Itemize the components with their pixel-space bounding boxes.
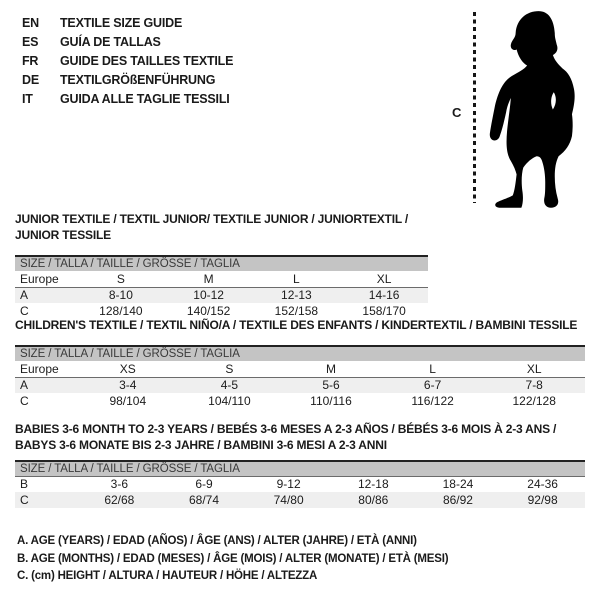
babies-title-line-1: BABIES 3-6 MONTH TO 2-3 YEARS / BEBÉS 3-6 MESES A 2-3 AÑOS / BÉBÉS 3-6 MOIS À 2-3 ANS / — [15, 422, 557, 436]
lang-label: GUIDE DES TAILLES TEXTILE — [60, 53, 234, 68]
size-cell: 140/152 — [186, 304, 231, 318]
size-cell: 110/116 — [310, 394, 352, 408]
row-label: A — [15, 287, 77, 303]
size-cell: 122/128 — [512, 394, 556, 408]
size-cell: 12-18 — [357, 477, 389, 492]
table-row — [15, 492, 585, 508]
table-row — [15, 393, 585, 409]
lang-code: IT — [22, 91, 33, 106]
europe-label: Europe — [15, 271, 77, 287]
row-label: C — [15, 492, 77, 508]
lang-row-de — [22, 70, 233, 89]
note-height-cm: C. (cm) HEIGHT / ALTURA / HAUTEUR / HÖHE / ALTEZZA — [17, 570, 318, 582]
junior-table-title: JUNIOR TEXTILE / TEXTIL JUNIOR/ TEXTILE JUNIOR / JUNIORTEXTIL / JUNIOR TESSILE — [15, 212, 409, 242]
row-label: C — [20, 394, 29, 408]
size-cell: 9-12 — [276, 477, 301, 492]
lang-code: FR — [22, 53, 39, 68]
size-cell: 74/80 — [246, 492, 331, 508]
size-cell: 116/122 — [411, 394, 454, 408]
children-table-title: CHILDREN'S TEXTILE / TEXTIL NIÑO/A / TEXTILE DES ENFANTS / KINDERTEXTIL / BAMBINI TESSILE — [15, 318, 578, 332]
note-age-years: A. AGE (YEARS) / EDAD (AÑOS) / ÂGE (ANS) / ALTER (JAHRE) / ETÀ (ANNI) — [17, 535, 417, 547]
size-cell: 3-6 — [110, 477, 128, 492]
babies-table-title — [15, 421, 585, 453]
height-dashed-line — [473, 12, 476, 203]
size-column-header: M — [280, 361, 382, 377]
size-cell: 6-7 — [382, 377, 484, 393]
children-textile-section — [15, 317, 585, 409]
lang-row-en — [22, 13, 233, 32]
size-cell: 80/86 — [331, 492, 416, 508]
footnotes — [17, 533, 448, 586]
junior-size-table — [15, 255, 428, 319]
size-header-label: SIZE / TALLA / TAILLE / GRÖSSE / TAGLIA — [15, 256, 428, 271]
lang-code: EN — [22, 15, 39, 30]
lang-label: TEXTILGRÖßENFÜHRUNG — [60, 72, 216, 87]
row-label: A — [15, 377, 77, 393]
size-cell: 10-12 — [165, 287, 253, 303]
size-cell: 8-10 — [77, 287, 165, 303]
lang-label: TEXTILE SIZE GUIDE — [60, 15, 183, 30]
table-row — [15, 476, 585, 492]
baby-silhouette-icon — [487, 7, 592, 210]
size-cell: 68/74 — [162, 492, 247, 508]
size-cell: 5-6 — [280, 377, 382, 393]
language-header — [22, 13, 233, 108]
size-column-header: XL — [340, 271, 428, 287]
babies-textile-section — [15, 421, 585, 508]
size-cell: 98/104 — [109, 394, 147, 408]
size-header-label: SIZE / TALLA / TAILLE / GRÖSSE / TAGLIA — [15, 461, 585, 476]
size-header-bar — [15, 346, 585, 361]
size-cell: 6-9 — [195, 477, 213, 492]
size-cell: 3-4 — [77, 377, 179, 393]
size-header-bar — [15, 461, 585, 476]
size-cell: 18-24 — [442, 477, 474, 492]
lang-code: ES — [22, 34, 39, 49]
size-header-label: SIZE / TALLA / TAILLE / GRÖSSE / TAGLIA — [15, 346, 585, 361]
europe-sizes-row — [15, 361, 585, 377]
europe-sizes-row — [15, 271, 428, 287]
size-column-header: L — [253, 271, 341, 287]
size-cell: 158/170 — [362, 304, 406, 318]
table-row — [15, 377, 585, 393]
row-label: C — [20, 304, 29, 318]
lang-code: DE — [22, 72, 39, 87]
size-cell: 152/158 — [274, 304, 319, 318]
size-header-bar — [15, 256, 428, 271]
size-cell: 104/110 — [208, 394, 251, 408]
table-row — [15, 287, 428, 303]
row-label: B — [20, 477, 29, 492]
europe-label: Europe — [15, 361, 77, 377]
note-age-months: B. AGE (MONTHS) / EDAD (MESES) / ÂGE (MOIS) / ALTER (MONATE) / ETÀ (MESI) — [17, 552, 449, 565]
size-column-header: S — [179, 361, 281, 377]
size-column-header: S — [77, 271, 165, 287]
size-cell: 14-16 — [340, 287, 428, 303]
size-cell: 24-36 — [527, 477, 558, 492]
size-column-header: M — [165, 271, 253, 287]
size-cell: 12-13 — [253, 287, 341, 303]
size-column-header: XL — [483, 361, 585, 377]
size-cell: 128/140 — [99, 304, 143, 318]
children-size-table — [15, 345, 585, 409]
lang-row-it — [22, 89, 233, 108]
size-cell: 92/98 — [500, 492, 585, 508]
size-cell: 4-5 — [179, 377, 281, 393]
size-column-header: L — [382, 361, 484, 377]
size-cell: 62/68 — [77, 492, 162, 508]
lang-label: GUÍA DE TALLAS — [60, 34, 161, 49]
size-cell: 7-8 — [483, 377, 585, 393]
junior-textile-section — [15, 211, 428, 319]
measure-c-label: C — [452, 105, 462, 120]
lang-row-fr — [22, 51, 233, 70]
lang-row-es — [22, 32, 233, 51]
size-column-header: XS — [77, 361, 179, 377]
lang-label: GUIDA ALLE TAGLIE TESSILI — [60, 91, 230, 106]
babies-title-line-2: BABYS 3-6 MONATE BIS 2-3 JAHRE / BAMBINI 3-6 MESI A 2-3 ANNI — [15, 438, 387, 452]
babies-size-table — [15, 460, 585, 508]
size-cell: 86/92 — [416, 492, 501, 508]
height-measure-figure — [440, 0, 600, 215]
